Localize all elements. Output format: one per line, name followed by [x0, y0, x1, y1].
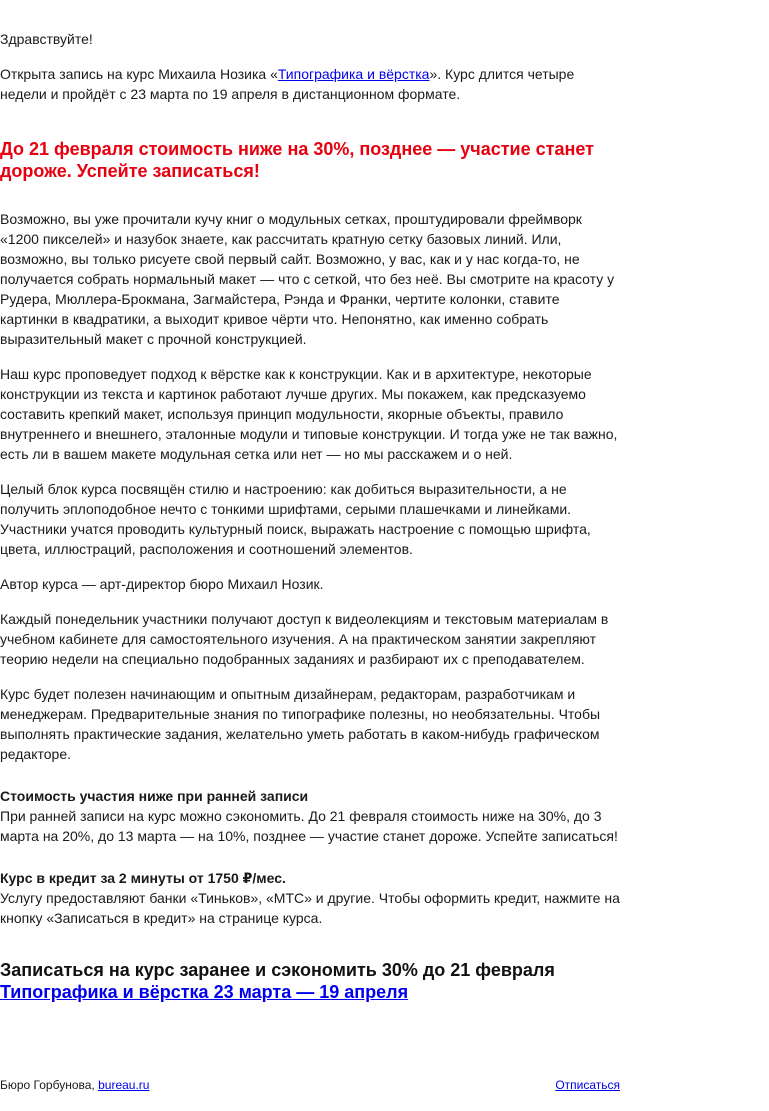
greeting: Здравствуйте! [0, 31, 93, 47]
final-heading: Записаться на курс заранее и сэкономить 30% до 21 февраля [0, 960, 555, 980]
paragraph-audience: Курс будет полезен начинающим и опытным дизайнерам, редакторам, разработчикам и менеджерам. Предварительные знания по типографике полезны, но необязательны. Чтобы выполнять практические задания, желательно уметь работать в каком-нибудь графическом редакторе. [0, 686, 601, 762]
footer [0, 1077, 620, 1093]
email-body [0, 29, 620, 1003]
footer-org: Бюро Горбунова, [0, 1078, 99, 1092]
paragraph-schedule: Каждый понедельник участники получают доступ к видеолекциям и текстовым материалам в учебном кабинете для самостоятельного изучения. А на практическом занятии закрепляют теорию недели на специально подобранных заданиях и разбирают их с преподавателем. [0, 611, 609, 667]
spacer [0, 846, 620, 868]
credit-section [0, 868, 620, 928]
early-price-section [0, 786, 620, 846]
site-link[interactable]: bureau.ru [98, 1078, 150, 1092]
intro-text-after: ». Курс длится четыре недели и пройдёт с 23 марта по 19 апреля в дистанционном формате. [0, 66, 575, 102]
paragraph-author: Автор курса — арт-директор бюро Михаил Нозик. [0, 576, 324, 592]
paragraph-style: Целый блок курса посвящён стилю и настроению: как добиться выразительности, а не получить эплоподобное нечто с тонкими шрифтами, серыми плашечками и линейками. Участники учатся проводить культурный поиск, выражать настроение с помощью шрифта, цвета, иллюстраций, расположения и соотношений элементов. [0, 481, 591, 557]
final-cta [0, 959, 620, 1003]
early-price-title: Стоимость участия ниже при ранней записи [0, 788, 309, 804]
intro-text-before: Открыта запись на курс Михаила Нозика « [0, 66, 278, 82]
spacer [0, 764, 620, 786]
course-link[interactable]: Типографика и вёрстка [277, 66, 430, 82]
promo-heading: До 21 февраля стоимость ниже на 30%, позднее — участие станет дороже. Успейте записаться! [0, 139, 594, 181]
early-price-text: При ранней записи на курс можно сэкономить. До 21 февраля стоимость ниже на 30%, до 3 марта на 20%, до 13 марта — на 10%, позднее — участие станет дороже. Успейте записаться! [0, 808, 618, 844]
paragraph-books: Возможно, вы уже прочитали кучу книг о модульных сетках, проштудировали фреймворк «1200 пикселей» и назубок знаете, как рассчитать кратную сетку базовых линий. Или, возможно, вы только рисуете свой первый сайт. Возможно, у вас, как и у нас когда-то, не получается собрать нормальный макет — что с сеткой, что без неё. Вы смотрите на красоту у Рудера, Мюллера-Брокмана, Загмайстера, Рэнда и Франки, чертите колонки, ставите картинки в квадратики, а выходит кривое чёрти что. Непонятно, как именно собрать выразительный макет с прочной конструкцией. [0, 211, 615, 347]
paragraph-approach: Наш курс проповедует подход к вёрстке как к конструкции. Как и в архитектуре, некоторые конструкции из текста и картинок работают лучше других. Мы покажем, как предсказуемо составить крепкий макет, используя принцип модульности, якорные объекты, правило внутреннего и внешнего, эталонные модули и типовые конструкции. И тогда уже не так важно, есть ли в вашем макете модульная сетка или нет — но мы расскажем и о ней. [0, 366, 618, 462]
credit-text: Услугу предоставляют банки «Тиньков», «МТС» и другие. Чтобы оформить кредит, нажмите на кнопку «Записаться в кредит» на странице курса. [0, 890, 620, 926]
unsubscribe-link[interactable]: Отписаться [555, 1078, 620, 1092]
final-course-link[interactable]: Типографика и вёрстка 23 марта — 19 апреля [0, 982, 409, 1002]
credit-title: Курс в кредит за 2 минуты от 1750 ₽/мес. [0, 870, 286, 886]
intro-paragraph [0, 64, 620, 104]
